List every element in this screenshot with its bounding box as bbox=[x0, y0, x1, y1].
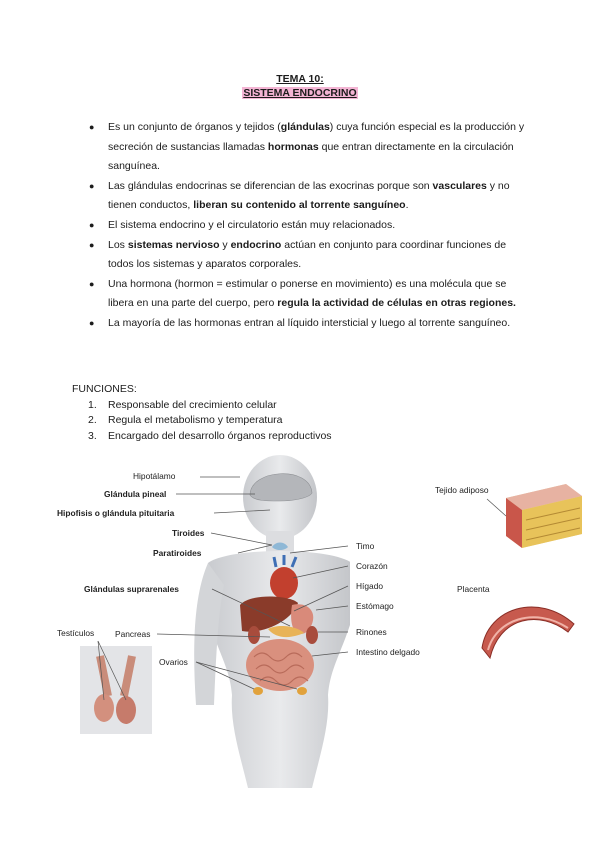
label-placenta: Placenta bbox=[457, 584, 490, 594]
text-run: y no tienen conductos, bbox=[108, 179, 510, 212]
label-testiculos: Testículos bbox=[57, 628, 95, 638]
functions-heading: FUNCIONES: bbox=[72, 383, 137, 395]
label-rinones: Rinones bbox=[356, 627, 387, 637]
label-pancreas: Pancreas bbox=[115, 629, 151, 639]
label-estomago: Estómago bbox=[356, 601, 394, 611]
text-run: Es un conjunto de órganos y tejidos ( bbox=[108, 121, 281, 133]
label-paratiroides: Paratiroides bbox=[153, 548, 202, 558]
label-ovarios: Ovarios bbox=[159, 657, 188, 667]
label-corazon: Corazón bbox=[356, 561, 388, 571]
label-tiroides: Tiroides bbox=[172, 528, 205, 538]
bold-text: regula la actividad de células en otras regiones. bbox=[277, 297, 516, 310]
text-run: . bbox=[405, 199, 409, 212]
text-run: Los bbox=[108, 238, 128, 251]
function-number: 2. bbox=[88, 414, 97, 427]
function-text: Regula el metabolismo y temperatura bbox=[108, 414, 283, 427]
function-number: 3. bbox=[88, 429, 97, 442]
text-run: Una hormona (hormon = estimular o ponerse en movimiento) es una molécula que se libera en una parte del cuerpo, pero bbox=[108, 277, 507, 310]
bold-text: vasculares bbox=[432, 179, 487, 192]
label-pineal: Glándula pineal bbox=[104, 489, 167, 499]
label-suprarrenales: Glándulas suprarenales bbox=[84, 584, 179, 594]
text-run: Las glándulas endocrinas se diferencian de las exocrinas porque son bbox=[108, 179, 433, 192]
label-timo: Timo bbox=[356, 541, 375, 551]
bold-text: endocrino bbox=[230, 238, 282, 251]
label-intestino: Intestino delgado bbox=[356, 647, 420, 657]
bold-text: liberan su contenido al torrente sanguíneo bbox=[193, 199, 406, 212]
bold-text: glándulas bbox=[280, 121, 330, 133]
highlighted-title: SISTEMA ENDOCRINO bbox=[243, 87, 357, 99]
label-hipotalamo: Hipotálamo bbox=[133, 471, 176, 481]
label-higado: Hígado bbox=[356, 581, 384, 591]
text-run: actúan en conjunto para coordinar funciones de todos los sistemas y aparatos corporales. bbox=[108, 238, 507, 271]
label-hipofisis: Hipofisis o glándula pituitaria bbox=[57, 508, 175, 518]
function-number: 1. bbox=[88, 399, 97, 411]
function-text: Responsable del crecimiento celular bbox=[108, 399, 277, 411]
text-run: que entran directamente en la circulación sanguínea. bbox=[108, 140, 514, 173]
document-title-line1: TEMA 10: bbox=[276, 73, 324, 85]
bold-text: hormonas bbox=[267, 140, 319, 153]
function-text: Encargado del desarrollo órganos reproductivos bbox=[108, 429, 332, 442]
bold-text: sistemas nervioso bbox=[127, 238, 220, 251]
text-run: y bbox=[219, 238, 231, 251]
text-run: ) cuya función especial es la producción y secreción de sustancias llamadas bbox=[108, 121, 525, 153]
text-run: El sistema endocrino y el circulatorio están muy relacionados. bbox=[108, 218, 396, 231]
text-run: La mayoría de las hormonas entran al líquido intersticial y luego al torrente sanguíneo. bbox=[108, 316, 511, 329]
label-tejido-adiposo: Tejido adiposo bbox=[435, 485, 489, 495]
